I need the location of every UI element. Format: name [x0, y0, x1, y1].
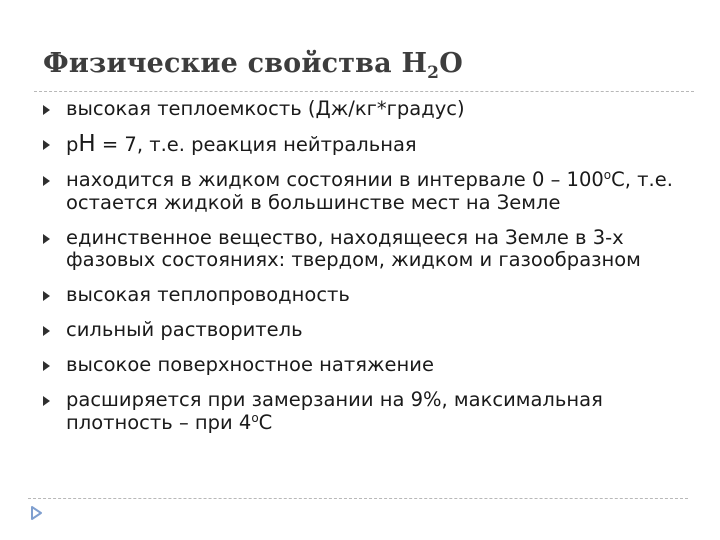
bullet-item-solvent — [43, 319, 703, 342]
bullet-text-post: С, т.е. остается жидкой в большинстве мест на Земле — [66, 168, 673, 214]
bullet-list — [43, 98, 703, 447]
bullet-item-ph — [43, 133, 703, 157]
bullet-text: высокое поверхностное натяжение — [66, 353, 434, 376]
slide-title-end: О — [439, 48, 463, 79]
slide-title-main: Физические свойства Н — [43, 48, 428, 79]
triangle-right-icon — [43, 361, 50, 371]
triangle-right-icon — [43, 291, 50, 301]
bullet-text: сильный растворитель — [66, 318, 303, 341]
bullet-item-three-phases — [43, 227, 703, 272]
bullet-item-liquid-range — [43, 169, 703, 214]
footer-divider — [28, 498, 688, 499]
next-slide-arrow-icon[interactable] — [28, 504, 46, 522]
bullet-text-post: = 7, т.е. реакция нейтральная — [95, 133, 417, 156]
bullet-text: высокая теплоемкость (Дж/кг*градус) — [66, 97, 465, 120]
slide-title — [43, 48, 463, 83]
bullet-text-pre: р — [66, 133, 79, 156]
triangle-right-icon — [43, 234, 50, 244]
triangle-right-icon — [43, 105, 50, 115]
degree-sign: о — [603, 168, 612, 182]
triangle-right-icon — [43, 396, 50, 406]
triangle-right-icon — [43, 326, 50, 336]
bullet-item-thermal-conductivity — [43, 284, 703, 307]
triangle-right-icon — [43, 176, 50, 186]
degree-sign: о — [251, 410, 259, 425]
bullet-text: единственное вещество, находящееся на Земле в 3-х фазовых состояниях: твердом, жидком и газообразном — [66, 225, 641, 271]
triangle-right-icon — [43, 140, 50, 150]
bullet-text: высокая теплопроводность — [66, 283, 350, 306]
bullet-item-heat-capacity — [43, 98, 703, 121]
bullet-item-freezing-expansion — [43, 389, 703, 434]
slide-title-subscript: 2 — [427, 63, 440, 83]
bullet-text-post: С — [258, 410, 273, 434]
bullet-item-surface-tension — [43, 354, 703, 377]
bullet-text-big: Н — [78, 131, 96, 157]
title-divider — [34, 91, 694, 92]
bullet-text-pre: расширяется при замерзании на 9%, максимальная плотность – при 4 — [66, 388, 603, 434]
bullet-text-pre: находится в жидком состоянии в интервале 0 – 100 — [66, 168, 604, 191]
